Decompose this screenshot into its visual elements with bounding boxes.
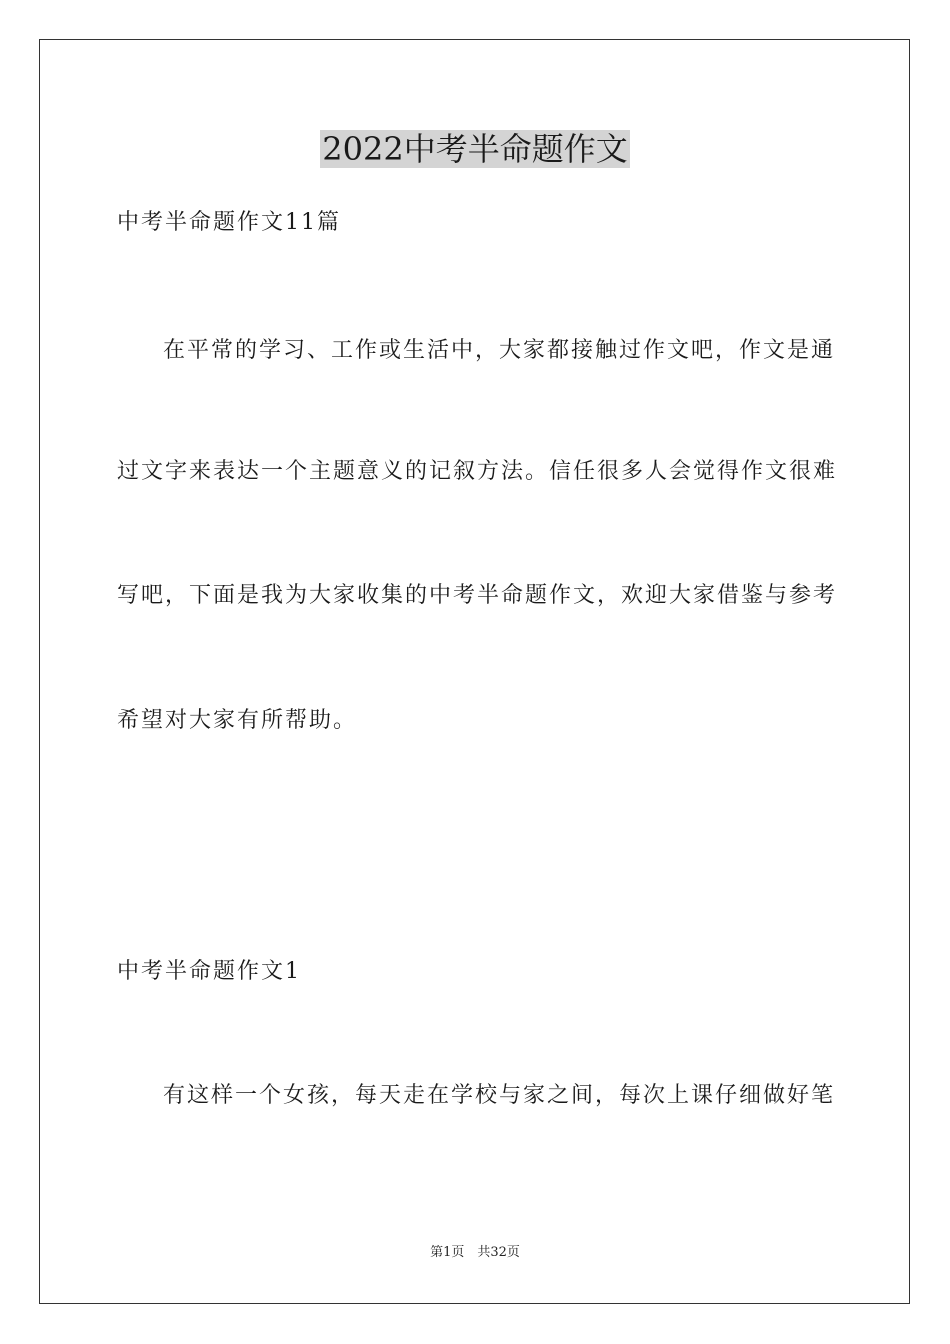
- intro-paragraph-line: 希望对大家有所帮助。: [117, 708, 358, 733]
- intro-paragraph-line: 过文字来表达一个主题意义的记叙方法。信任很多人会觉得作文很难: [117, 459, 838, 484]
- section-heading: 中考半命题作文1: [117, 959, 301, 984]
- intro-paragraph-line: 在平常的学习、工作或生活中，大家都接触过作文吧，作文是通: [163, 338, 836, 363]
- section-paragraph-line: 有这样一个女孩，每天走在学校与家之间，每次上课仔细做好笔: [163, 1083, 836, 1108]
- page-footer: 第1页 共32页: [430, 1245, 520, 1260]
- document-subtitle: 中考半命题作文11篇: [117, 210, 341, 235]
- document-title-text: 2022中考半命题作文: [322, 130, 628, 168]
- document-title: [0, 127, 950, 171]
- intro-paragraph-line: 写吧，下面是我为大家收集的中考半命题作文，欢迎大家借鉴与参考: [117, 583, 838, 608]
